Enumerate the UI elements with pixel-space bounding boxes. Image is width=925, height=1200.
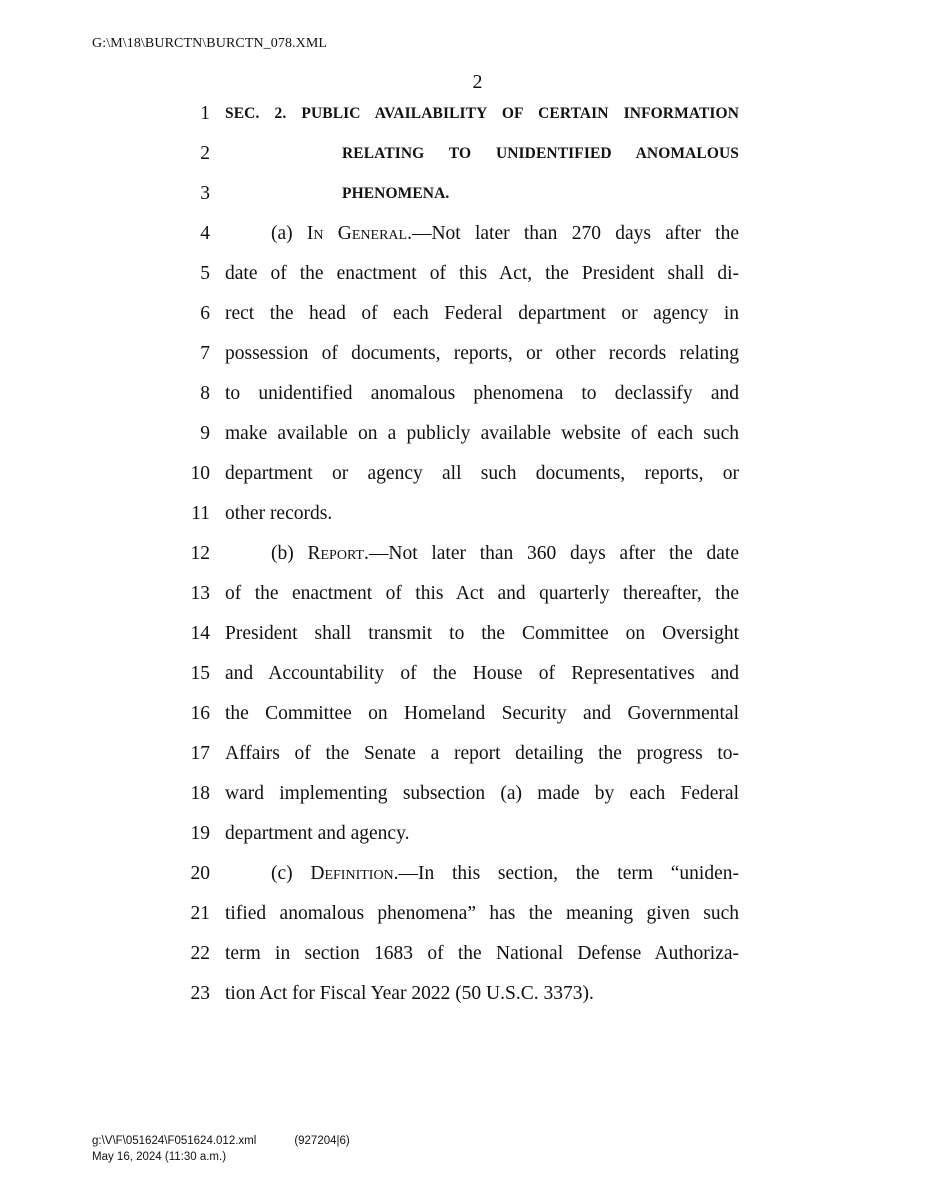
subsection-label: (a) [271,223,307,244]
subsection-text: .—Not later than 270 days after the [407,223,739,244]
line-number: 11 [191,503,210,524]
subsection-heading: Definition [310,863,394,884]
subsection-c-start [271,854,739,894]
bill-line [0,454,925,494]
line-number: 13 [190,583,210,604]
line-number: 14 [190,623,210,644]
line-number: 8 [200,383,210,404]
bill-line [0,934,925,974]
subsection-heading: Report [307,543,364,564]
line-text: possession of documents, reports, or other records relating [225,343,739,364]
section-heading: SEC. 2. PUBLIC AVAILABILITY OF CERTAIN INFORMATION [225,105,739,122]
bill-line [0,134,925,174]
line-number: 6 [200,303,210,324]
line-number: 5 [200,263,210,284]
line-number: 17 [190,743,210,764]
bill-line [0,294,925,334]
bill-line [0,214,925,254]
line-number: 4 [200,223,210,244]
line-text: other records. [225,503,333,524]
bill-line [0,414,925,454]
line-text: department or agency all such documents, reports, or [225,463,739,484]
subsection-label: (c) [271,863,311,884]
bill-line [0,534,925,574]
line-text: the Committee on Homeland Security and Governmental [225,703,739,724]
document-footer [92,1133,350,1165]
line-number: 20 [190,863,210,884]
footer-timestamp: May 16, 2024 (11:30 a.m.) [92,1151,227,1163]
line-text: ward implementing subsection (a) made by each Federal [225,783,739,804]
line-text: of the enactment of this Act and quarterly thereafter, the [225,583,739,604]
bill-line [0,854,925,894]
bill-line [0,494,925,534]
bill-line [0,374,925,414]
footer-line-1 [92,1133,350,1149]
bill-line [0,254,925,294]
subsection-b-start [271,534,739,574]
line-number: 9 [200,423,210,444]
line-number: 15 [190,663,210,684]
footer-file-path: g:\V\F\051624\F051624.012.xml [92,1135,257,1147]
bill-line [0,814,925,854]
line-text: to unidentified anomalous phenomena to declassify and [225,383,739,404]
bill-line [0,654,925,694]
subsection-text: .—In this section, the term “uniden- [393,863,739,884]
subsection-a-start [271,214,739,254]
line-text: term in section 1683 of the National Defense Authoriza- [225,943,739,964]
line-number: 23 [190,983,210,1004]
line-text: President shall transmit to the Committee on Oversight [225,623,739,644]
document-file-path: G:\M\18\BURCTN\BURCTN_078.XML [92,36,328,51]
line-number: 22 [190,943,210,964]
section-heading-continued: PHENOMENA. [342,185,450,202]
line-text: make available on a publicly available website of each such [225,423,739,444]
bill-line [0,574,925,614]
subsection-text: .—Not later than 360 days after the date [364,543,739,564]
subsection-label: (b) [271,543,308,564]
bill-line [0,774,925,814]
line-text: Affairs of the Senate a report detailing the progress to- [225,743,739,764]
line-number: 10 [190,463,210,484]
line-number: 7 [200,343,210,364]
line-number: 1 [200,103,210,124]
section-heading-continued: RELATING TO UNIDENTIFIED ANOMALOUS [342,145,739,162]
line-text: date of the enactment of this Act, the President shall di- [225,263,739,284]
bill-line [0,614,925,654]
line-text: department and agency. [225,823,410,844]
line-number: 12 [190,543,210,564]
footer-code: (927204|6) [294,1135,350,1147]
line-number: 18 [190,783,210,804]
line-number: 19 [190,823,210,844]
line-number: 3 [200,183,210,204]
bill-line [0,734,925,774]
bill-line [0,174,925,214]
bill-line [0,974,925,1014]
bill-line [0,694,925,734]
bill-line [0,894,925,934]
bill-line [0,334,925,374]
line-text: tion Act for Fiscal Year 2022 (50 U.S.C. 3373). [225,983,594,1004]
line-text: tified anomalous phenomena” has the meaning given such [225,903,739,924]
page-number: 2 [472,71,483,93]
line-number: 16 [190,703,210,724]
line-text: rect the head of each Federal department or agency in [225,303,739,324]
line-number: 2 [200,143,210,164]
line-number: 21 [190,903,210,924]
line-text: and Accountability of the House of Representatives and [225,663,739,684]
bill-line [0,94,925,134]
subsection-heading: In General [306,223,408,244]
